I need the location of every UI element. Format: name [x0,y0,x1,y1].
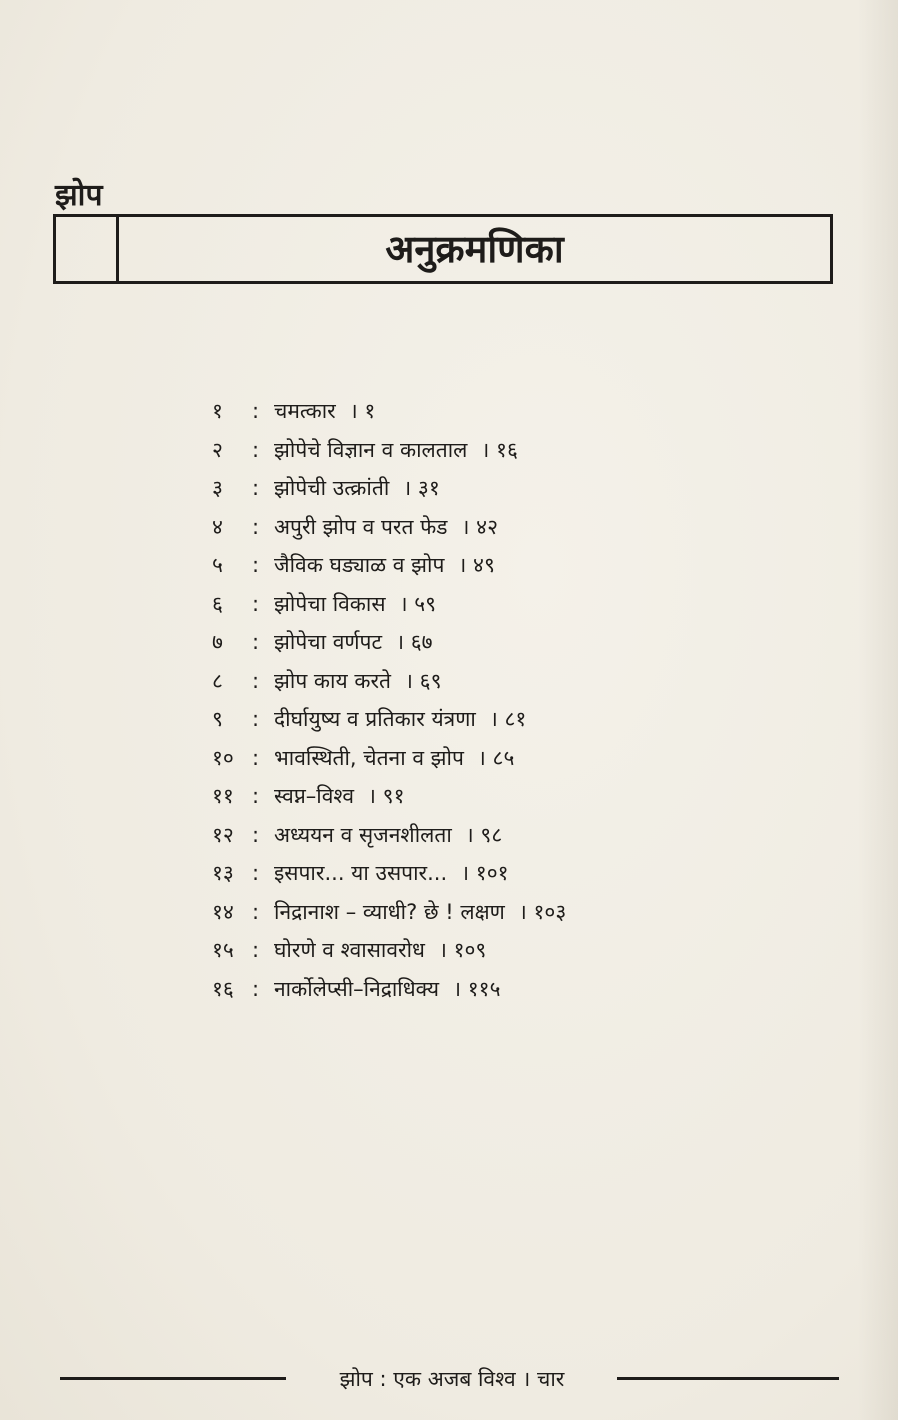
toc-separator: : [252,630,260,654]
toc-page-number: । १६ [481,437,518,462]
toc-chapter-number: ११ [212,784,234,808]
toc-separator: : [252,668,260,693]
toc-separator: : [252,976,260,1001]
toc-separator: : [252,745,260,770]
toc-chapter-number: १२ [212,822,234,847]
toc-chapter-number: १४ [212,899,234,924]
toc-chapter-title: अध्ययन व सृजनशीलता [274,822,452,847]
toc-separator: : [252,861,260,885]
toc-page-number: । १०९ [438,938,487,962]
running-head: झोप [55,178,103,213]
toc-chapter-number: ९ [212,707,223,731]
toc-separator: : [252,707,260,731]
toc-page-number: । ११५ [453,976,501,1001]
toc-chapter-title: झोपेचे विज्ञान व कालताल [274,437,468,462]
toc-separator: : [252,591,260,616]
toc-page-number: । ४९ [458,553,495,577]
toc-chapter-title: चमत्कार [274,399,336,423]
toc-entry [212,777,566,816]
title-decorative-box [56,217,119,281]
toc-entry [212,931,566,970]
toc-entry [212,585,566,624]
toc-entry [212,970,566,1009]
page-title: अनुक्रमणिका [385,227,564,271]
toc-chapter-title: दीर्घायुष्य व प्रतिकार यंत्रणा [274,707,476,731]
toc-chapter-title: झोपेचा वर्णपट [274,630,383,654]
toc-chapter-number: ५ [212,553,223,577]
footer-text: झोप : एक अजब विश्व । चार [339,1367,565,1391]
page-footer [0,1360,898,1400]
toc-page-number: । १ [349,399,376,423]
toc-chapter-title: घोरणे व श्वासावरोध [274,938,425,962]
toc-entry [212,662,566,701]
toc-chapter-title: अपुरी झोप व परत फेड [274,514,448,539]
footer-rule-left [60,1377,286,1380]
toc-chapter-number: १५ [212,938,234,962]
toc-chapter-title: नार्कोलेप्सी–निद्राधिक्य [274,976,440,1001]
toc-chapter-number: १६ [212,976,234,1001]
toc-separator: : [252,938,260,962]
toc-separator: : [252,514,260,539]
toc-chapter-number: ७ [212,630,223,654]
toc-chapter-number: ८ [212,668,223,693]
toc-page-number: । ३१ [403,476,440,500]
title-frame [53,214,833,284]
toc-chapter-title: निद्रानाश – व्याधी? छे ! लक्षण [274,899,505,924]
toc-separator: : [252,822,260,847]
toc-page-number: । ६९ [405,668,442,693]
toc-page-number: । १०३ [518,899,567,924]
toc-chapter-title: झोपेची उत्क्रांती [274,476,390,500]
toc-page-number: । ९१ [368,784,405,808]
toc-chapter-title: इसपार... या उसपार... [274,861,448,885]
toc-chapter-number: १ [212,399,223,423]
toc-entry [212,739,566,778]
toc-chapter-title: झोपेचा विकास [274,591,386,616]
toc-page-number: । १०१ [461,861,509,885]
footer-rule-right [617,1377,839,1380]
toc-entry [212,854,566,893]
toc-separator: : [252,784,260,808]
toc-entry [212,431,566,470]
toc-entry [212,469,566,508]
toc-entry [212,893,566,932]
toc-chapter-title: स्वप्न–विश्व [274,784,355,808]
toc-chapter-number: ६ [212,591,223,616]
toc-page-number: । ८१ [489,707,527,731]
toc-chapter-number: १३ [212,861,234,885]
toc-page-number: । ५९ [399,591,437,616]
toc-chapter-number: २ [212,437,223,462]
toc-entry [212,508,566,547]
toc-separator: : [252,476,260,500]
toc-page-number: । ४२ [461,514,499,539]
toc-chapter-title: झोप काय करते [274,668,392,693]
toc-chapter-number: ४ [212,514,223,539]
toc-page-number: । ९८ [465,822,503,847]
toc-separator: : [252,899,260,924]
toc-entry [212,816,566,855]
toc-entry [212,392,566,431]
toc-chapter-number: १० [212,745,234,770]
toc-entry [212,700,566,739]
toc-chapter-title: जैविक घड्याळ व झोप [274,553,445,577]
toc-separator: : [252,399,260,423]
toc-separator: : [252,553,260,577]
toc-chapter-title: भावस्थिती, चेतना व झोप [274,745,464,770]
table-of-contents [212,392,566,1008]
toc-chapter-number: ३ [212,476,223,500]
toc-separator: : [252,437,260,462]
toc-page-number: । ८५ [477,745,515,770]
toc-entry [212,546,566,585]
toc-entry [212,623,566,662]
page-edge-shadow [858,0,898,1420]
toc-page-number: । ६७ [396,630,433,654]
